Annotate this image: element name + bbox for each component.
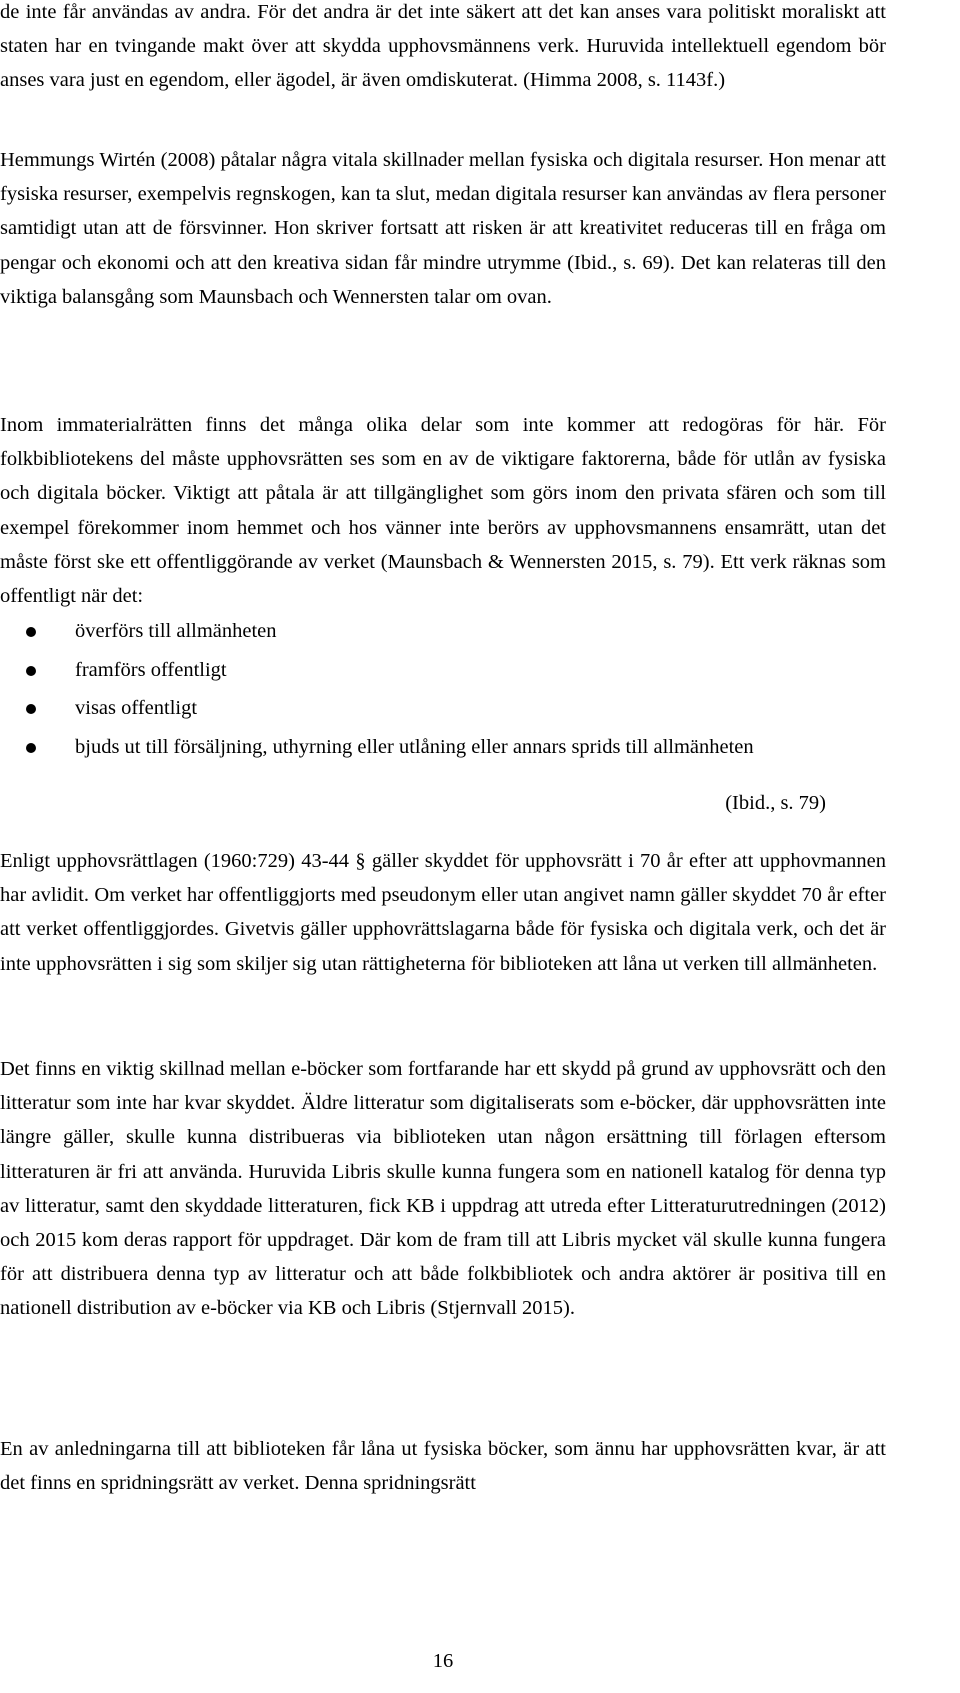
paragraph-physical-digital-resources: Hemmungs Wirtén (2008) påtalar några vitala skillnader mellan fysiska och digitala resurser. Hon menar att fysiska resurser, exempelvis regnskogen, kan ta slut, medan digitala resurser kan användas av flera personer samtidigt utan att de försvinner. Hon skriver fortsatt att risken är att kreativitet reduceras till en fråga om pengar och ekonomi och att den kreativa sidan får mindre utrymme (Ibid., s. 69). Det kan relateras till den viktiga balansgång som Maunsbach och Wennersten talar om ovan.: [0, 149, 886, 308]
paragraph-distribution-right: En av anledningarna till att biblioteken får låna ut fysiska böcker, som ännu har upphovsrätten kvar, är att det finns en spridningsrätt av verket. Denna spridningsrätt: [0, 1438, 886, 1495]
list-item: [0, 730, 886, 764]
paragraph-intellectual-property: de inte får användas av andra. För det andra är det inte säkert att det kan anses vara politiskt moraliskt att staten har en tvingande makt över att skydda upphovsmännens verk. Huruvida intellektuell egendom bör anses vara just en egendom, eller ägodel, är även omdiskuterat. (Himma 2008, s. 1143f.): [0, 1, 886, 92]
list-item-text: överförs till allmänheten: [75, 620, 277, 642]
list-item-text: visas offentligt: [75, 697, 198, 720]
paragraph-copyright-law: Enligt upphovsrättlagen (1960:729) 43-44 § gäller skyddet för upphovsrätt i 70 år efter att upphovmannen har avlidit. Om verket har offentliggjorts med pseudonym eller utan angivet namn gäller skyddet 70 år efter att verket offentliggjordes. Givetvis gäller upphovrättslagarna både för fysiska och digitala verk, och det är inte upphovsrätten i sig som skiljer sig utan rättigheterna för biblioteken att låna ut verken till allmänheten.: [0, 850, 886, 975]
list-item: [0, 653, 886, 687]
list-item-text: bjuds ut till försäljning, uthyrning eller utlåning eller annars sprids till allmänheten: [75, 736, 754, 759]
bullet-icon: [26, 743, 36, 753]
publication-criteria-list: [0, 614, 886, 764]
bullet-icon: [26, 666, 36, 676]
list-item: [0, 691, 886, 725]
paragraph-ebooks-libris: Det finns en viktig skillnad mellan e-böcker som fortfarande har ett skydd på grund av upphovsrätt och den litteratur som inte har kvar skyddet. Äldre litteratur som digitaliserats som e-böcker, där upphovsrätten inte längre gäller, skulle kunna distribueras via biblioteken utan någon ersättning till förlagen eftersom litteraturen är fri att använda. Huruvida Libris skulle kunna fungera som en nationell katalog för denna typ av litteratur, samt den skyddade litteraturen, fick KB i uppdrag att utreda efter Litteraturutredningen (2012) och 2015 kom deras rapport för uppdraget. Där kom de fram till att Libris mycket väl skulle kunna fungera för att distribuera denna typ av litteratur och att både folkbibliotek och andra aktörer är positiva till en nationell distribution av e-böcker via KB och Libris (Stjernvall 2015).: [0, 1058, 886, 1320]
bullet-icon: [26, 627, 36, 637]
bullet-icon: [26, 704, 36, 714]
list-item-text: framförs offentligt: [75, 658, 227, 681]
paragraph-immaterial-rights: Inom immaterialrätten finns det många olika delar som inte kommer att redogöras för här. För folkbibliotekens del måste upphovsrätten ses som en av de viktigare faktorerna, både för utlån av fysiska och digitala böcker. Viktigt att påtala är att tillgänglighet som görs inom den privata sfären och som till exempel förekommer inom hemmet och hos vänner inte berörs av upphovsmannens ensamrätt, utan det måste först ske ett offentliggörande av verket (Maunsbach & Wennersten 2015, s. 79). Ett verk räknas som offentligt när det:: [0, 414, 886, 608]
page-number: 16: [432, 1650, 454, 1672]
list-item: [0, 614, 886, 648]
list-citation: (Ibid., s. 79): [725, 792, 826, 814]
